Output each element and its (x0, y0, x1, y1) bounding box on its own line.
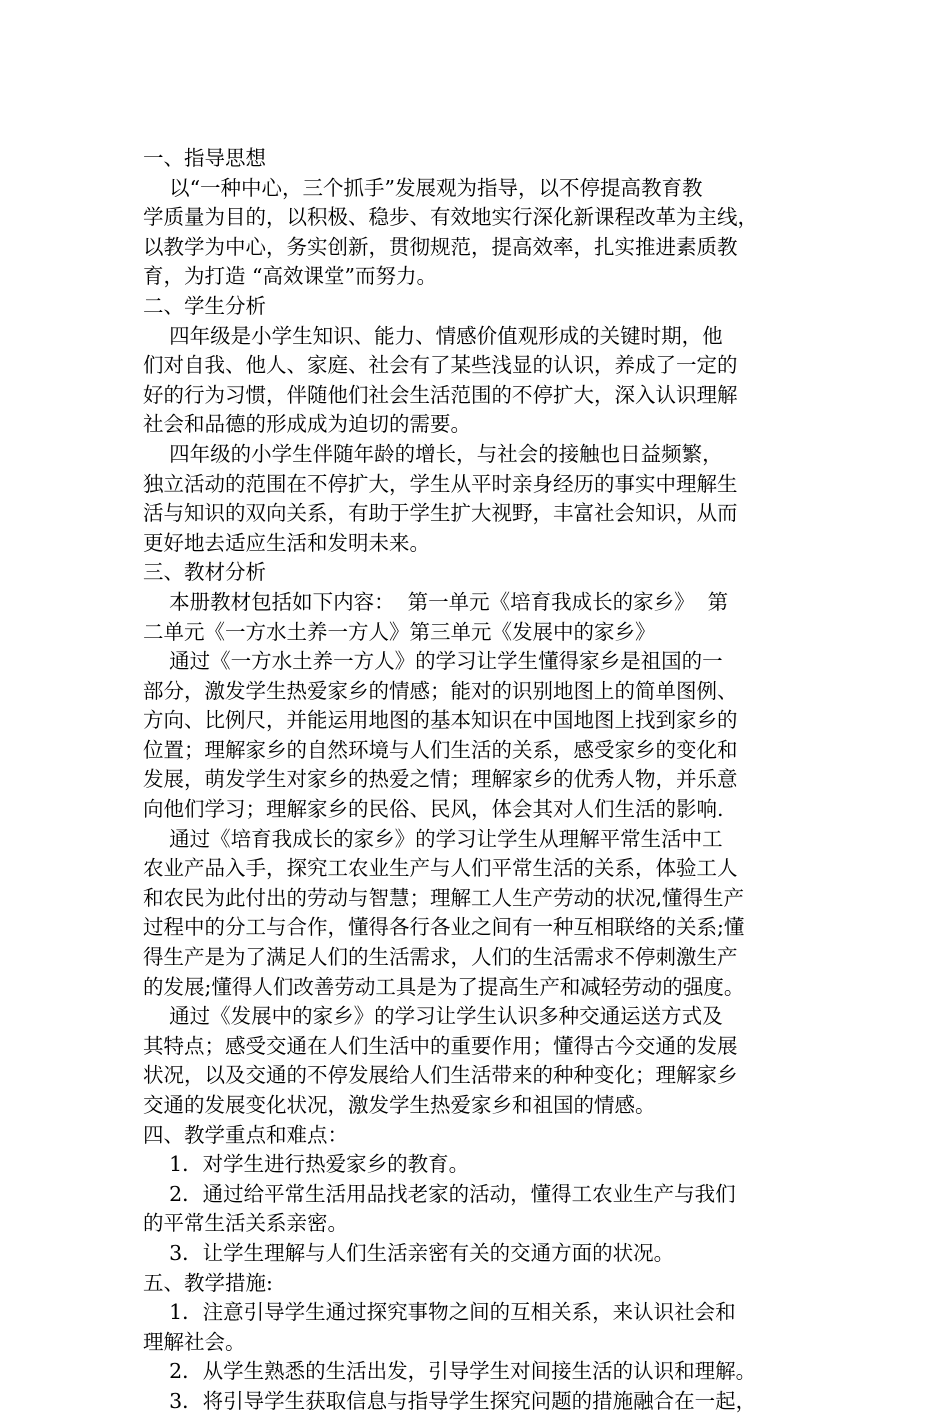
text-line: 四年级是小学生知识、能力、情感价值观形成的关键时期，他 (143, 323, 723, 348)
text-line: 过程中的分工与合作，懂得各行各业之间有一种互相联络的关系;懂 (143, 915, 745, 940)
section-heading: 五、教学措施: (143, 1270, 273, 1295)
text-line: 的平常生活关系亲密。 (143, 1211, 348, 1236)
text-line: 2．通过给平常生活用品找老家的活动，懂得工农业生产与我们 (143, 1181, 736, 1206)
text-line: 社会和品德的形成成为迫切的需要。 (143, 412, 471, 437)
text-line: 的发展;懂得人们改善劳动工具是为了提高生产和减轻劳动的强度。 (143, 974, 745, 999)
section-heading: 三、教材分析 (143, 560, 266, 585)
text-line: 2．从学生熟悉的生活出发，引导学生对间接生活的认识和理解。 (143, 1359, 757, 1384)
text-line: 通过《发展中的家乡》的学习让学生认识多种交通运送方式及 (143, 1004, 723, 1029)
text-line: 发展，萌发学生对家乡的热爱之情；理解家乡的优秀人物，并乐意 (143, 767, 738, 792)
text-line: 四年级的小学生伴随年龄的增长，与社会的接触也日益频繁， (143, 441, 723, 466)
text-line: 方向、比例尺，并能运用地图的基本知识在中国地图上找到家乡的 (143, 708, 738, 733)
text-line: 农业产品入手，探究工农业生产与人们平常生活的关系，体验工人 (143, 856, 738, 881)
text-line: 理解社会。 (143, 1329, 246, 1354)
text-line: 本册教材包括如下内容： 第一单元《培育我成长的家乡》 第 (143, 589, 729, 614)
text-line: 通过《一方水土养一方人》的学习让学生懂得家乡是祖国的一 (143, 649, 723, 674)
text-line: 通过《培育我成长的家乡》的学习让学生从理解平常生活中工 (143, 826, 723, 851)
text-line: 们对自我、他人、家庭、社会有了某些浅显的认识，养成了一定的 (143, 353, 738, 378)
text-line: 部分，激发学生热爱家乡的情感；能对的识别地图上的简单图例、 (143, 678, 738, 703)
text-line: 1．对学生进行热爱家乡的教育。 (143, 1152, 470, 1177)
section-heading: 一、指导思想 (143, 146, 266, 170)
text-line: 3．将引导学生获取信息与指导学生探究问题的措施融合在一起， (143, 1388, 757, 1413)
text-line: 好的行为习惯，伴随他们社会生活范围的不停扩大，深入认识理解 (143, 382, 738, 407)
text-line: 以教学为中心，务实创新，贯彻规范，提高效率，扎实推进素质教 (143, 234, 738, 259)
text-line: 二单元《一方水土养一方人》第三单元《发展中的家乡》 (143, 619, 656, 644)
text-line: 1．注意引导学生通过探究事物之间的互相关系，来认识社会和 (143, 1300, 736, 1325)
text-line: 状况，以及交通的不停发展给人们生活带来的种种变化；理解家乡 (143, 1063, 738, 1088)
text-line: 更好地去适应生活和发明未来。 (143, 530, 430, 555)
text-line: 以“一种中心，三个抓手”发展观为指导，以不停提高教育教 (143, 175, 703, 200)
document-page (143, 144, 811, 1417)
text-line: 和农民为此付出的劳动与智慧；理解工人生产劳动的状况,懂得生产 (143, 885, 745, 910)
section-heading: 四、教学重点和难点： (143, 1122, 348, 1147)
section-heading: 二、学生分析 (143, 293, 266, 318)
text-line: 向他们学习；理解家乡的民俗、民风，体会其对人们生活的影响. (143, 797, 724, 822)
text-line: 交通的发展变化状况，激发学生热爱家乡和祖国的情感。 (143, 1093, 656, 1117)
text-line: 3．让学生理解与人们生活亲密有关的交通方面的状况。 (143, 1240, 675, 1265)
text-line: 得生产是为了满足人们的生活需求，人们的生活需求不停刺激生产 (143, 945, 738, 970)
text-line: 育，为打造 “高效课堂”而努力。 (143, 264, 437, 289)
text-line: 学质量为目的，以积极、稳步、有效地实行深化新课程改革为主线， (143, 205, 758, 230)
text-line: 其特点；感受交通在人们生活中的重要作用；懂得古今交通的发展 (143, 1033, 738, 1058)
text-line: 独立活动的范围在不停扩大，学生从平时亲身经历的事实中理解生 (143, 471, 738, 496)
text-line: 活与知识的双向关系，有助于学生扩大视野，丰富社会知识，从而 (143, 501, 738, 526)
text-line: 位置；理解家乡的自然环境与人们生活的关系，感受家乡的变化和 (143, 737, 738, 762)
